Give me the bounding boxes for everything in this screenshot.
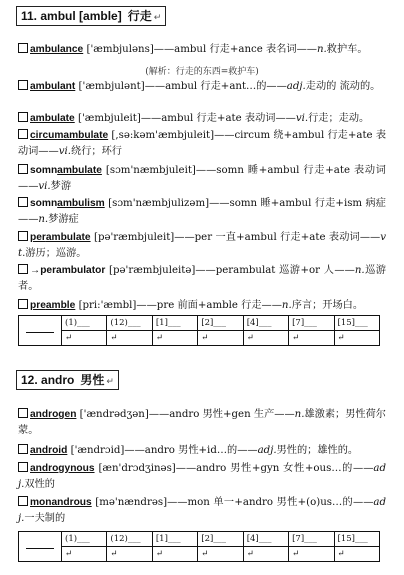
entry-androgen	[18, 407, 386, 438]
entry-pos: adj.	[257, 445, 277, 456]
entry-definition: ——andro 男性+gen 生产——	[148, 409, 295, 420]
blank-cell[interactable]: [4]___	[243, 532, 288, 547]
entry-word: android	[30, 445, 68, 456]
entry-word: ambulant	[30, 81, 76, 92]
checkbox[interactable]	[18, 264, 28, 274]
entry-pos: adj.	[286, 81, 306, 92]
entry-pos: n.	[354, 265, 365, 276]
blank-cell[interactable]: ↵	[198, 331, 243, 346]
entry-word: somnambulate	[30, 165, 102, 176]
blank-cell[interactable]: (12)___	[107, 316, 152, 331]
checkbox[interactable]	[18, 43, 28, 53]
section-title-cn: 男性	[80, 373, 105, 387]
entry-definition: ——somn 睡+ambul 行走+ism 病症——	[18, 198, 386, 225]
entry-end: 。	[347, 445, 359, 456]
entry-ambulance	[18, 42, 386, 58]
entry-monandrous	[18, 495, 386, 526]
entry-pos: vi.	[38, 180, 51, 192]
entry-definition: ——circum 绕+ambul 行走+ate 表动词——	[18, 130, 387, 157]
entry-android	[18, 443, 386, 459]
entry-end: 。	[352, 300, 364, 311]
entry-pos: vi.	[58, 145, 72, 157]
entry-phonetic: [pri:'æmbl]	[78, 300, 137, 311]
blank-cell[interactable]: ↵	[62, 331, 107, 346]
table-row	[19, 532, 380, 547]
checkbox[interactable]	[18, 496, 28, 506]
entry-word: ambulate	[30, 113, 75, 124]
section-heading-andro	[16, 370, 119, 390]
blank-cell[interactable]: [2]___	[198, 316, 243, 331]
paragraph-mark-icon: ↵	[153, 12, 162, 22]
entry-definition: ——mon 单一+andro 男性+(o)us…的——	[167, 497, 374, 508]
entry-word: androgen	[30, 409, 77, 420]
section-heading-ambul	[16, 6, 166, 26]
table-row	[19, 331, 380, 346]
entry-phonetic: ['æmbjuleit]	[77, 113, 141, 124]
checkbox[interactable]	[18, 462, 28, 472]
checkbox[interactable]	[18, 164, 28, 174]
entry-word: circumambulate	[30, 130, 109, 141]
blank-cell[interactable]: ↵	[334, 331, 379, 346]
entry-word: ambulance	[30, 44, 84, 55]
practice-table-2	[18, 531, 380, 562]
entry-phonetic: ['æmbjuləns]	[86, 44, 154, 55]
blank-cell[interactable]: ↵	[107, 331, 152, 346]
answer-line	[26, 332, 54, 333]
checkbox[interactable]	[18, 112, 28, 122]
blank-cell[interactable]: ↵	[107, 547, 152, 562]
entry-end: 。	[370, 81, 381, 92]
entry-pos: n.	[38, 213, 49, 225]
entry-word: monandrous	[30, 497, 92, 508]
entry-word: somnambulism	[30, 198, 105, 209]
entry-preamble	[18, 298, 386, 314]
entry-meaning: 巡游者	[18, 265, 386, 292]
entry-pos: adj.	[18, 497, 386, 524]
entry-meaning: 双性的	[24, 478, 55, 490]
entry-meaning: 走动的 流动的	[305, 81, 371, 92]
entry-phonetic: [,sə:kəm'æmbjuleit]	[111, 130, 215, 141]
answer-cell[interactable]	[19, 316, 62, 346]
entry-ambulate	[18, 111, 386, 127]
blank-cell[interactable]: ↵	[198, 547, 243, 562]
blank-cell[interactable]: ↵	[289, 547, 334, 562]
entry-pos: n.	[316, 44, 327, 55]
practice-table-1	[18, 315, 380, 346]
blank-cell[interactable]: ↵	[289, 331, 334, 346]
entry-definition: ——ambul 行走+ant…的——	[144, 81, 287, 92]
paragraph-mark-icon: ↵	[106, 376, 114, 386]
blank-cell[interactable]: ↵	[334, 547, 379, 562]
blank-cell[interactable]: ↵	[243, 331, 288, 346]
entry-pos: n.	[294, 409, 305, 420]
entry-definition: ——ambul 行走+ate 表动词——	[140, 113, 296, 124]
blank-cell[interactable]: ↵	[62, 547, 107, 562]
entry-definition: ——andro 男性+id…的——	[124, 445, 258, 456]
blank-cell[interactable]: (12)___	[107, 532, 152, 547]
blank-cell[interactable]: [7]___	[289, 532, 334, 547]
entry-phonetic: [mə'nændrəs]	[95, 497, 168, 508]
entry-phonetic: [sɔm'næmbjuleit]	[105, 165, 196, 176]
blank-cell[interactable]: [7]___	[289, 316, 334, 331]
blank-cell[interactable]: [15]___	[334, 532, 379, 547]
checkbox[interactable]	[18, 408, 28, 418]
checkbox[interactable]	[18, 80, 28, 90]
entry-meaning: 绕行；环行	[71, 145, 122, 157]
entry-perambulate	[18, 230, 386, 261]
entry-somnambulate	[18, 163, 386, 194]
blank-cell[interactable]: (1)___	[62, 316, 107, 331]
entry-word: preamble	[30, 300, 76, 311]
entry-word: perambulate	[30, 232, 91, 243]
section-title-cn: 行走	[127, 9, 152, 23]
entry-end: 。	[76, 247, 87, 259]
entry-end: 。	[357, 44, 368, 55]
entry-end: 。	[28, 424, 39, 436]
entry-phonetic: [pə'ræmbjuleitə]	[109, 265, 196, 276]
entry-phonetic: ['æmbjulənt]	[78, 81, 145, 92]
entry-pos: adj.	[18, 463, 386, 490]
blank-cell[interactable]: ↵	[152, 331, 197, 346]
entry-definition: ——per 一直+ambul 行走+ate 表动词——	[174, 232, 381, 243]
checkbox[interactable]	[18, 129, 28, 139]
blank-cell[interactable]: [4]___	[243, 316, 288, 331]
entry-phonetic: [pə'ræmbjuleit]	[93, 232, 175, 243]
analysis-note: (解析：行走的东西=救护车)	[145, 67, 259, 77]
answer-cell[interactable]	[19, 532, 62, 562]
entry-definition: ——andro 男性+gyn 女性+ous…的——	[175, 463, 374, 474]
entry-definition: ——somn 睡+ambul 行走+ate 表动词——	[18, 165, 386, 192]
entry-meaning: 行走；走动	[308, 113, 360, 124]
checkbox[interactable]	[18, 231, 28, 241]
entry-phonetic: ['ændrɔid]	[70, 445, 125, 456]
section-title: 11. ambul [amble]	[21, 9, 122, 23]
answer-line	[26, 548, 54, 549]
entry-meaning: 救护车	[326, 44, 358, 55]
table-row	[19, 547, 380, 562]
entry-androgynous	[18, 461, 386, 492]
entry-phonetic: [æn'drɔdʒinəs]	[98, 463, 176, 474]
blank-cell[interactable]: ↵	[152, 547, 197, 562]
entry-somnambulism	[18, 196, 386, 227]
entry-word: →perambulator	[30, 265, 106, 276]
entry-definition: ——perambulat 巡游+or 人——	[195, 265, 355, 276]
blank-cell[interactable]: (1)___	[62, 532, 107, 547]
entry-ambulant	[18, 79, 386, 95]
entry-phonetic: ['ændrədʒən]	[79, 409, 149, 420]
entry-meaning: 雄激素；男性荷尔蒙	[18, 409, 386, 436]
entry-meaning: 游历；巡游	[25, 247, 77, 259]
entry-word: androgynous	[30, 463, 95, 474]
blank-cell[interactable]: [2]___	[198, 532, 243, 547]
entry-meaning: 梦游	[50, 180, 72, 192]
entry-phonetic: [sɔm'næmbjulizəm]	[108, 198, 210, 209]
entry-perambulator	[18, 263, 386, 294]
entry-end: 。	[28, 280, 39, 292]
entry-definition: ——pre 前面+amble 行走——	[136, 300, 282, 311]
section-title: 12. andro	[21, 373, 75, 387]
blank-cell[interactable]: [1]___	[152, 532, 197, 547]
entry-meaning: 一夫制的	[24, 512, 66, 524]
entry-definition: ——ambul 行走+ance 表名词——	[153, 44, 317, 55]
entry-circumambulate	[18, 128, 386, 159]
checkbox[interactable]	[18, 197, 28, 207]
entry-pos: vi.	[295, 113, 309, 124]
blank-cell[interactable]: [1]___	[152, 316, 197, 331]
blank-cell[interactable]: [15]___	[334, 316, 379, 331]
entry-meaning: 梦游症	[48, 213, 79, 225]
entry-pos: n.	[281, 300, 292, 311]
entry-end: 。	[359, 113, 370, 124]
entry-meaning: 男性的；雄性的	[276, 445, 348, 456]
checkbox[interactable]	[18, 299, 28, 309]
entry-meaning: 序言；开场白	[291, 300, 353, 311]
entry-pos: vt.	[18, 232, 386, 259]
blank-cell[interactable]: ↵	[243, 547, 288, 562]
checkbox[interactable]	[18, 444, 28, 454]
table-row	[19, 316, 380, 331]
